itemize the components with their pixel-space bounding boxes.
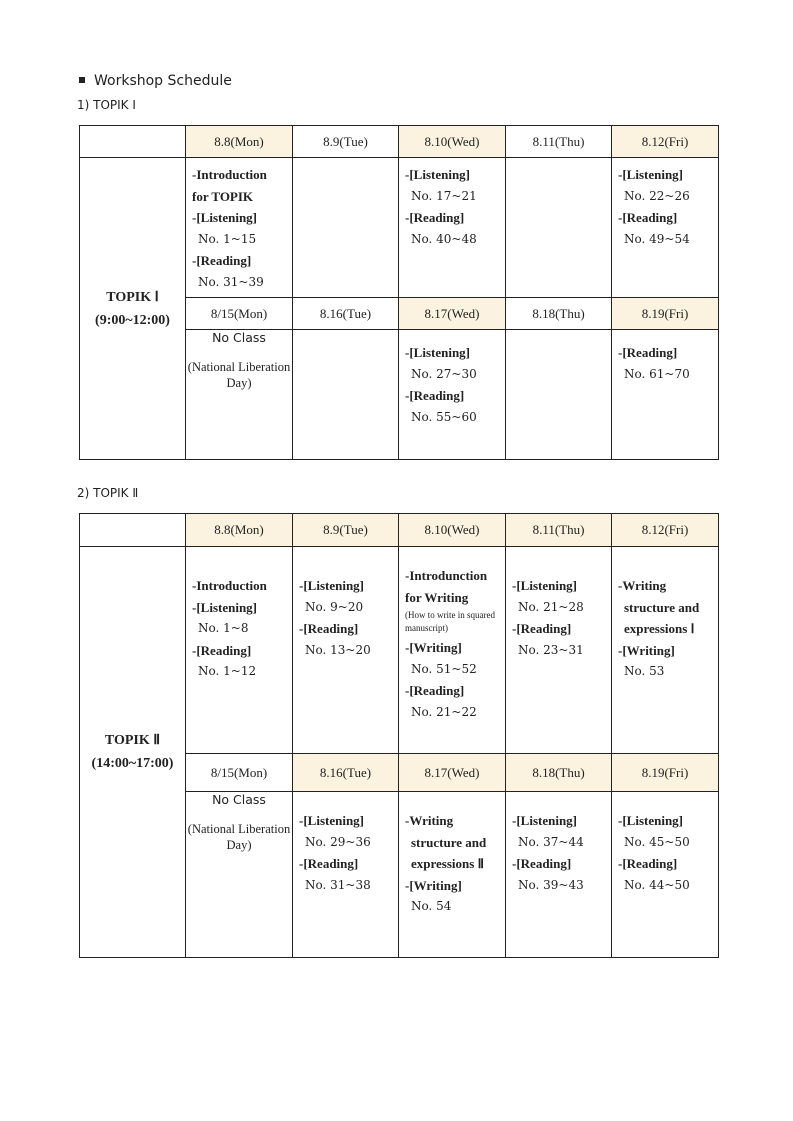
question-range: No. 13~20 <box>305 642 371 657</box>
schedule-cell-empty <box>293 158 399 298</box>
session-title: -[Reading] <box>192 253 252 268</box>
session-title: -[Reading] <box>618 856 678 871</box>
day-header: 8.10(Wed) <box>399 126 506 158</box>
session-title: -[Reading] <box>512 621 572 636</box>
session-title: -[Reading] <box>405 388 465 403</box>
session-title: -[Listening] <box>618 813 683 828</box>
row-time: (9:00~12:00) <box>95 312 170 328</box>
day-header: 8.8(Mon) <box>186 514 293 547</box>
session-title: expressions Ⅰ <box>624 621 695 636</box>
session-title: -[Listening] <box>405 345 470 360</box>
session-title: expressions Ⅱ <box>411 856 484 871</box>
session-note: (How to write in squared manuscript) <box>405 610 495 633</box>
question-range: No. 39~43 <box>518 877 584 892</box>
question-range: No. 31~38 <box>305 877 371 892</box>
topik2-schedule-table <box>79 513 719 958</box>
schedule-cell-empty <box>506 158 612 298</box>
question-range: No. 51~52 <box>411 661 477 676</box>
question-range: No. 53 <box>624 664 665 678</box>
empty-corner-cell <box>80 514 186 547</box>
holiday-note: (National Liberation Day) <box>187 822 291 852</box>
session-title: -[Writing] <box>405 877 462 893</box>
session-title: -[Reading] <box>192 642 252 658</box>
session-title: -[Listening] <box>192 210 257 225</box>
session-title: structure and <box>411 834 487 850</box>
question-range: No. 55~60 <box>411 409 477 424</box>
session-title: -Introduction <box>192 167 267 182</box>
session-title: -[Reading] <box>512 856 572 871</box>
topik2-week1-content-row <box>80 547 719 754</box>
day-header: 8.9(Tue) <box>293 126 399 158</box>
session-title: -[Reading] <box>299 856 359 871</box>
schedule-cell <box>506 547 612 754</box>
holiday-note: (National Liberation Day) <box>187 360 291 390</box>
topik1-week1-content-row <box>80 158 719 298</box>
topik1-row-header <box>80 158 186 460</box>
day-header: 8.16(Tue) <box>293 298 399 330</box>
day-header: 8.10(Wed) <box>399 514 506 547</box>
topik1-week1-header-row <box>80 126 719 158</box>
schedule-cell <box>399 792 506 958</box>
question-range: No. 21~28 <box>518 599 584 614</box>
day-header: 8.8(Mon) <box>186 126 293 158</box>
session-title: -[Listening] <box>618 167 683 182</box>
no-class-text: No Class <box>212 330 266 345</box>
topik2-label: 2) TOPIK Ⅱ <box>77 486 139 500</box>
day-header: 8.16(Tue) <box>293 754 399 792</box>
session-title: -[Listening] <box>512 813 577 828</box>
day-header: 8/15(Mon) <box>186 298 293 330</box>
question-range: No. 1~12 <box>198 664 257 678</box>
session-title: -[Reading] <box>299 621 359 636</box>
schedule-cell <box>399 158 506 298</box>
schedule-cell <box>612 330 719 460</box>
topik2-week1-header-row <box>80 514 719 547</box>
day-header: 8/15(Mon) <box>186 754 293 792</box>
schedule-cell <box>293 792 399 958</box>
day-header: 8.12(Fri) <box>612 126 719 158</box>
question-range: No. 31~39 <box>198 274 264 289</box>
session-title: -[Reading] <box>405 683 465 698</box>
session-title: -[Writing] <box>405 640 462 655</box>
session-title: -[Listening] <box>299 578 364 593</box>
schedule-cell <box>612 158 719 298</box>
no-class-cell <box>186 330 293 460</box>
topik1-schedule-table <box>79 125 719 460</box>
schedule-cell <box>399 547 506 754</box>
row-title: TOPIK Ⅱ <box>104 733 161 748</box>
schedule-cell <box>293 547 399 754</box>
session-title: -[Listening] <box>405 167 470 182</box>
question-range: No. 54 <box>411 899 452 913</box>
question-range: No. 21~22 <box>411 704 477 719</box>
session-title: -Introduction <box>192 578 267 593</box>
session-title: -[Reading] <box>618 210 678 225</box>
schedule-cell <box>612 547 719 754</box>
row-title: TOPIK Ⅰ <box>106 289 159 305</box>
no-class-cell <box>186 792 293 958</box>
schedule-cell-empty <box>506 330 612 460</box>
day-header: 8.12(Fri) <box>612 514 719 547</box>
session-title: structure and <box>624 599 700 615</box>
topik2-row-header <box>80 547 186 958</box>
topik1-label: 1) TOPIK Ⅰ <box>77 98 136 112</box>
schedule-cell <box>186 547 293 754</box>
day-header: 8.18(Thu) <box>506 298 612 330</box>
session-title: -Writing <box>618 578 667 593</box>
session-title: -[Listening] <box>299 813 364 828</box>
day-header: 8.19(Fri) <box>612 754 719 792</box>
day-header: 8.18(Thu) <box>506 754 612 792</box>
square-bullet-icon <box>79 77 85 83</box>
schedule-cell-empty <box>293 330 399 460</box>
question-range: No. 23~31 <box>518 642 584 657</box>
day-header: 8.9(Tue) <box>293 514 399 547</box>
session-title: -[Reading] <box>618 345 678 360</box>
empty-corner-cell <box>80 126 186 158</box>
question-range: No. 1~15 <box>198 231 257 246</box>
session-title: -Writing <box>405 813 454 828</box>
question-range: No. 44~50 <box>624 877 690 892</box>
day-header: 8.11(Thu) <box>506 514 612 547</box>
session-title: for Writing <box>405 589 469 605</box>
session-title: -Introdunction <box>405 568 488 583</box>
day-header: 8.17(Wed) <box>399 298 506 330</box>
row-time: (14:00~17:00) <box>91 756 174 771</box>
workshop-heading <box>79 73 232 89</box>
session-title: -[Listening] <box>192 599 257 615</box>
question-range: No. 29~36 <box>305 834 371 849</box>
schedule-cell <box>186 158 293 298</box>
schedule-cell <box>399 330 506 460</box>
question-range: No. 27~30 <box>411 366 477 381</box>
day-header: 8.17(Wed) <box>399 754 506 792</box>
day-header: 8.11(Thu) <box>506 126 612 158</box>
schedule-cell <box>612 792 719 958</box>
question-range: No. 22~26 <box>624 188 690 203</box>
question-range: No. 49~54 <box>624 231 690 246</box>
day-header: 8.19(Fri) <box>612 298 719 330</box>
heading-text: Workshop Schedule <box>94 73 232 89</box>
session-title: for TOPIK <box>192 188 254 204</box>
question-range: No. 17~21 <box>411 188 477 203</box>
question-range: No. 61~70 <box>624 366 690 381</box>
question-range: No. 45~50 <box>624 834 690 849</box>
schedule-cell <box>506 792 612 958</box>
question-range: No. 1~8 <box>198 621 249 635</box>
session-title: -[Writing] <box>618 642 675 658</box>
question-range: No. 9~20 <box>305 599 364 614</box>
session-title: -[Reading] <box>405 210 465 225</box>
question-range: No. 40~48 <box>411 231 477 246</box>
session-title: -[Listening] <box>512 578 577 593</box>
no-class-text: No Class <box>212 792 266 807</box>
question-range: No. 37~44 <box>518 834 584 849</box>
